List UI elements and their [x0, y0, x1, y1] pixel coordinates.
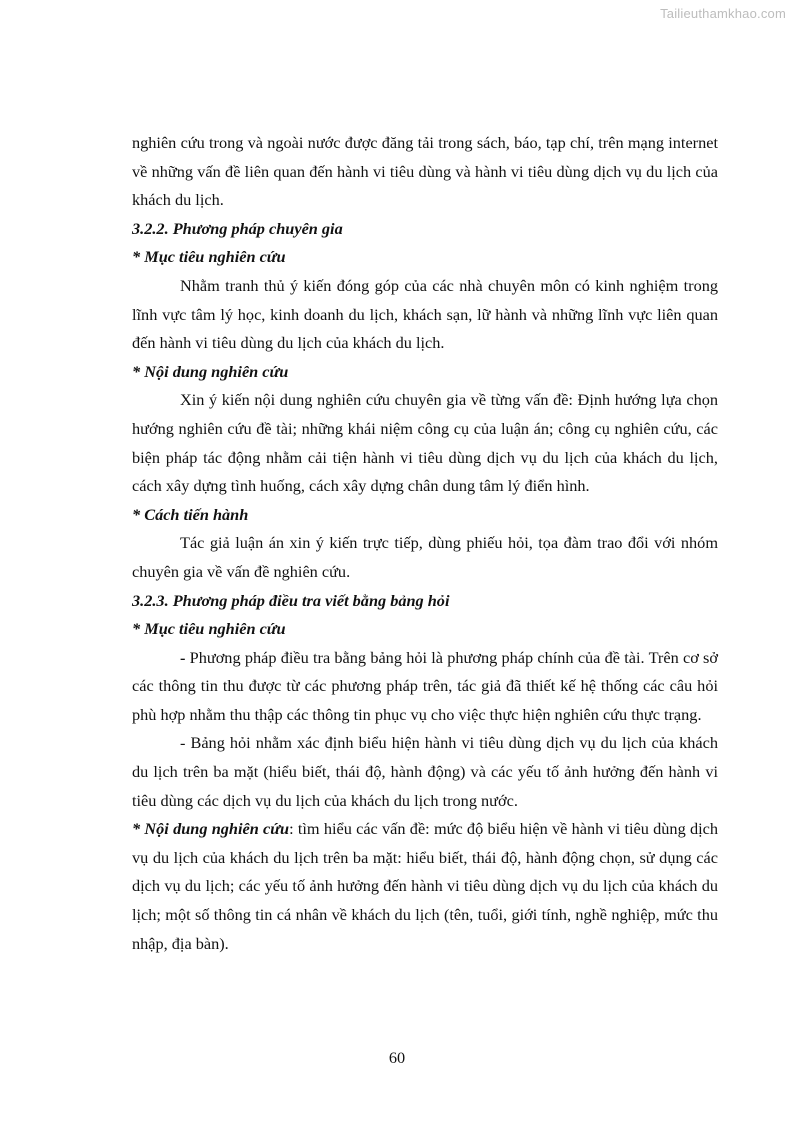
inline-label-content: * Nội dung nghiên cứu: [132, 819, 290, 839]
bullet-dash: -: [180, 647, 186, 667]
section-heading-3-2-3: 3.2.3. Phương pháp điều tra viết bằng bảng hỏi: [132, 590, 450, 610]
section-heading-3-2-2: 3.2.2. Phương pháp chuyên gia: [132, 218, 343, 238]
paragraph-survey-purpose: - Bảng hỏi nhằm xác định biểu hiện hành vi tiêu dùng dịch vụ du lịch của khách du lịch trên ba mặt (hiểu biết, thái độ, hành động) và các yếu tố ảnh hưởng đến hành vi tiêu dùng các dịch vụ du lịch của khách du lịch trong nước.: [132, 733, 718, 810]
document-body: [132, 129, 718, 958]
watermark-text: Tailieuthamkhao.com: [660, 6, 786, 21]
paragraph-procedure: Tác giả luận án xin ý kiến trực tiếp, dùng phiếu hỏi, tọa đàm trao đổi với nhóm chuyên gia về vấn đề nghiên cứu.: [132, 533, 718, 581]
paragraph-survey-content: [132, 815, 718, 958]
subheading-objective: * Mục tiêu nghiên cứu: [132, 247, 286, 267]
page-number: 60: [388, 1048, 406, 1067]
subheading-objective-2: * Mục tiêu nghiên cứu: [132, 619, 286, 639]
paragraph-survey-main-text: Phương pháp điều tra bằng bảng hỏi là phương pháp chính của đề tài. Trên cơ sở các thông tin thu được từ các phương pháp trên, tác giả đã thiết kế hệ thống các câu hỏi phù hợp nhằm thu thập các thông tin phục vụ cho việc thực hiện nghiên cứu thực trạng.: [132, 647, 718, 724]
subheading-procedure: * Cách tiến hành: [132, 504, 249, 524]
paragraph-survey-content-text: : tìm hiểu các vấn đề: mức độ biểu hiện về hành vi tiêu dùng dịch vụ du lịch của khách du lịch trên ba mặt: hiểu biết, thái độ, hành động chọn, sử dụng các dịch vụ du lịch; các yếu tố ảnh hưởng đến hành vi tiêu dùng dịch vụ du lịch của khách du lịch; một số thông tin cá nhân về khách du lịch (tên, tuổi, giới tính, nghề nghiệp, mức thu nhập, địa bàn).: [132, 819, 718, 953]
paragraph-survey-main: [132, 644, 718, 730]
subheading-content: * Nội dung nghiên cứu: [132, 361, 289, 381]
paragraph-content: Xin ý kiến nội dung nghiên cứu chuyên gia về từng vấn đề: Định hướng lựa chọn hướng nghiên cứu đề tài; những khái niệm công cụ của luận án; công cụ nghiên cứu, các biện pháp tác động nhằm cải tiện hành vi tiêu dùng dịch vụ du lịch của khách du lịch, cách xây dựng tình huống, cách xây dựng chân dung tâm lý điển hình.: [132, 390, 718, 496]
paragraph-intro: nghiên cứu trong và ngoài nước được đăng tải trong sách, báo, tạp chí, trên mạng internet về những vấn đề liên quan đến hành vi tiêu dùng và hành vi tiêu dùng dịch vụ du lịch của khách du lịch.: [132, 133, 718, 210]
paragraph-objective: Nhằm tranh thủ ý kiến đóng góp của các nhà chuyên môn có kinh nghiệm trong lĩnh vực tâm lý học, kinh doanh du lịch, khách sạn, lữ hành và những lĩnh vực liên quan đến hành vi tiêu dùng du lịch của khách du lịch.: [132, 275, 718, 353]
